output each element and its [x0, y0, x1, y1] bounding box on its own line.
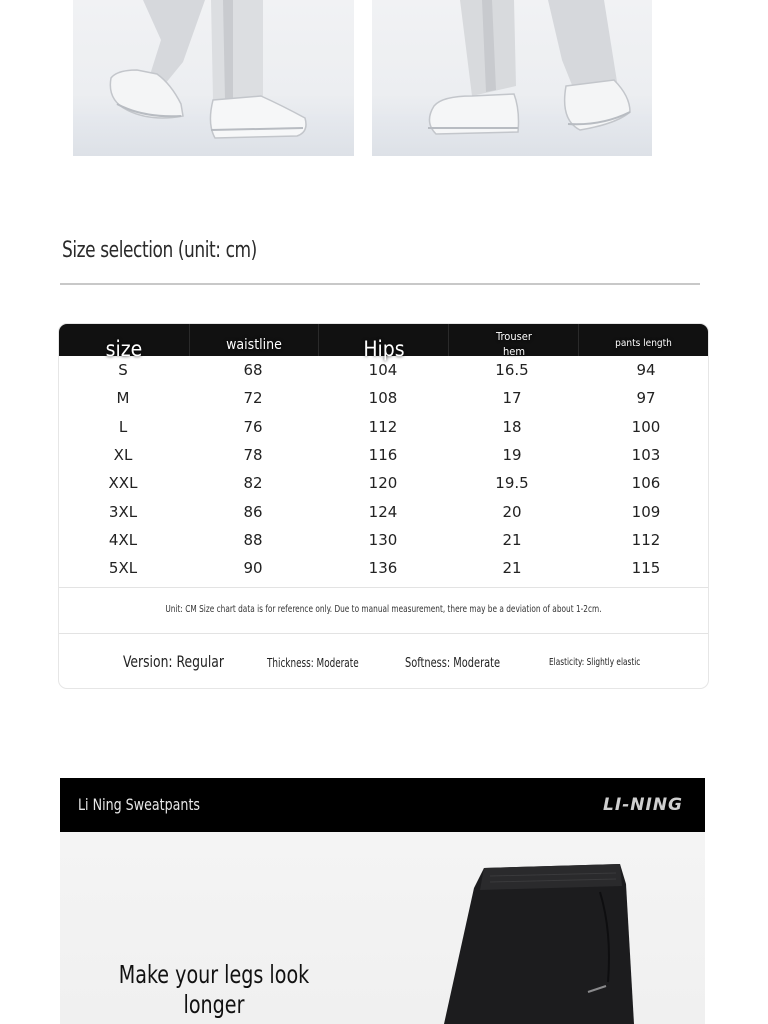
cell-waistline: 88 [243, 530, 263, 549]
size-chart-header [59, 324, 708, 361]
product-photo-left [73, 0, 354, 156]
table-row [59, 441, 708, 469]
table-row [59, 413, 708, 441]
cell-waistline: 72 [243, 389, 263, 408]
table-row [59, 384, 708, 412]
table-bottom-divider [59, 587, 708, 588]
cell-hips: 124 [368, 502, 398, 521]
promo-tagline-line2: longer [183, 990, 245, 1019]
cell-waistline: 90 [243, 559, 263, 578]
cell-hips: 116 [368, 445, 398, 464]
cell-waistline: 78 [243, 445, 263, 464]
cell-trouser-hem: 21 [502, 559, 522, 578]
cell-trouser-hem: 19 [502, 445, 522, 464]
cell-waistline: 76 [243, 417, 263, 436]
attribute-elasticity: Elasticity: Slightly elastic [549, 657, 641, 668]
attribute-version: Version: Regular [123, 652, 224, 671]
promo-tagline [113, 960, 315, 1020]
promo-title: Li Ning Sweatpants [78, 795, 201, 814]
cell-size: 3XL [108, 502, 138, 521]
header-trouser-hem-line1: Trouser [496, 330, 532, 343]
cell-size: L [118, 417, 128, 436]
header-pants-length: pants length [615, 337, 672, 349]
cell-size: 4XL [108, 530, 138, 549]
table-row [59, 469, 708, 497]
header-trouser-hem-line2: hem [502, 345, 525, 358]
cell-trouser-hem: 20 [502, 502, 522, 521]
cell-pants-length: 100 [631, 417, 661, 436]
cell-hips: 136 [368, 559, 398, 578]
cell-pants-length: 115 [631, 559, 661, 578]
size-section-title: Size selection (unit: cm) [62, 238, 257, 263]
table-row [59, 356, 708, 384]
section-divider [60, 283, 700, 285]
table-row [59, 526, 708, 554]
cell-pants-length: 94 [636, 361, 656, 379]
cell-size: XXL [108, 474, 138, 493]
cell-size: S [118, 361, 128, 379]
cell-trouser-hem: 17 [502, 389, 522, 408]
cell-size: 5XL [108, 559, 138, 578]
note-divider [59, 633, 708, 634]
product-photo-right [372, 0, 652, 156]
cell-pants-length: 106 [631, 474, 661, 493]
cell-trouser-hem: 18 [502, 417, 522, 436]
cell-size: XL [113, 445, 133, 464]
promo-banner [60, 778, 705, 832]
promo-tagline-line1: Make your legs look [118, 960, 310, 989]
table-row [59, 554, 708, 582]
cell-size: M [116, 389, 130, 408]
cell-hips: 120 [368, 474, 398, 493]
cell-pants-length: 112 [631, 530, 661, 549]
cell-trouser-hem: 16.5 [495, 361, 529, 379]
cell-hips: 112 [368, 417, 398, 436]
size-chart-card [58, 323, 709, 689]
size-note: Unit: CM Size chart data is for reference only. Due to manual measurement, there may be a deviation of about 1-2cm. [165, 604, 602, 615]
cell-waistline: 82 [243, 474, 263, 493]
cell-pants-length: 103 [631, 445, 661, 464]
cell-hips: 108 [368, 389, 398, 408]
cell-waistline: 86 [243, 502, 263, 521]
header-waistline: waistline [226, 337, 282, 353]
attribute-thickness: Thickness: Moderate [267, 656, 359, 670]
cell-trouser-hem: 21 [502, 530, 522, 549]
cell-hips: 130 [368, 530, 398, 549]
cell-waistline: 68 [243, 361, 263, 379]
brand-logo: LI-NING [603, 795, 683, 815]
cell-pants-length: 109 [631, 502, 661, 521]
attribute-softness: Softness: Moderate [405, 656, 501, 671]
cell-pants-length: 97 [636, 389, 656, 408]
header-hips: Hips [363, 337, 405, 361]
header-size: size [105, 337, 143, 361]
cell-hips: 104 [368, 361, 398, 379]
promo-image [60, 832, 705, 1024]
table-row [59, 498, 708, 526]
cell-trouser-hem: 19.5 [495, 474, 529, 493]
